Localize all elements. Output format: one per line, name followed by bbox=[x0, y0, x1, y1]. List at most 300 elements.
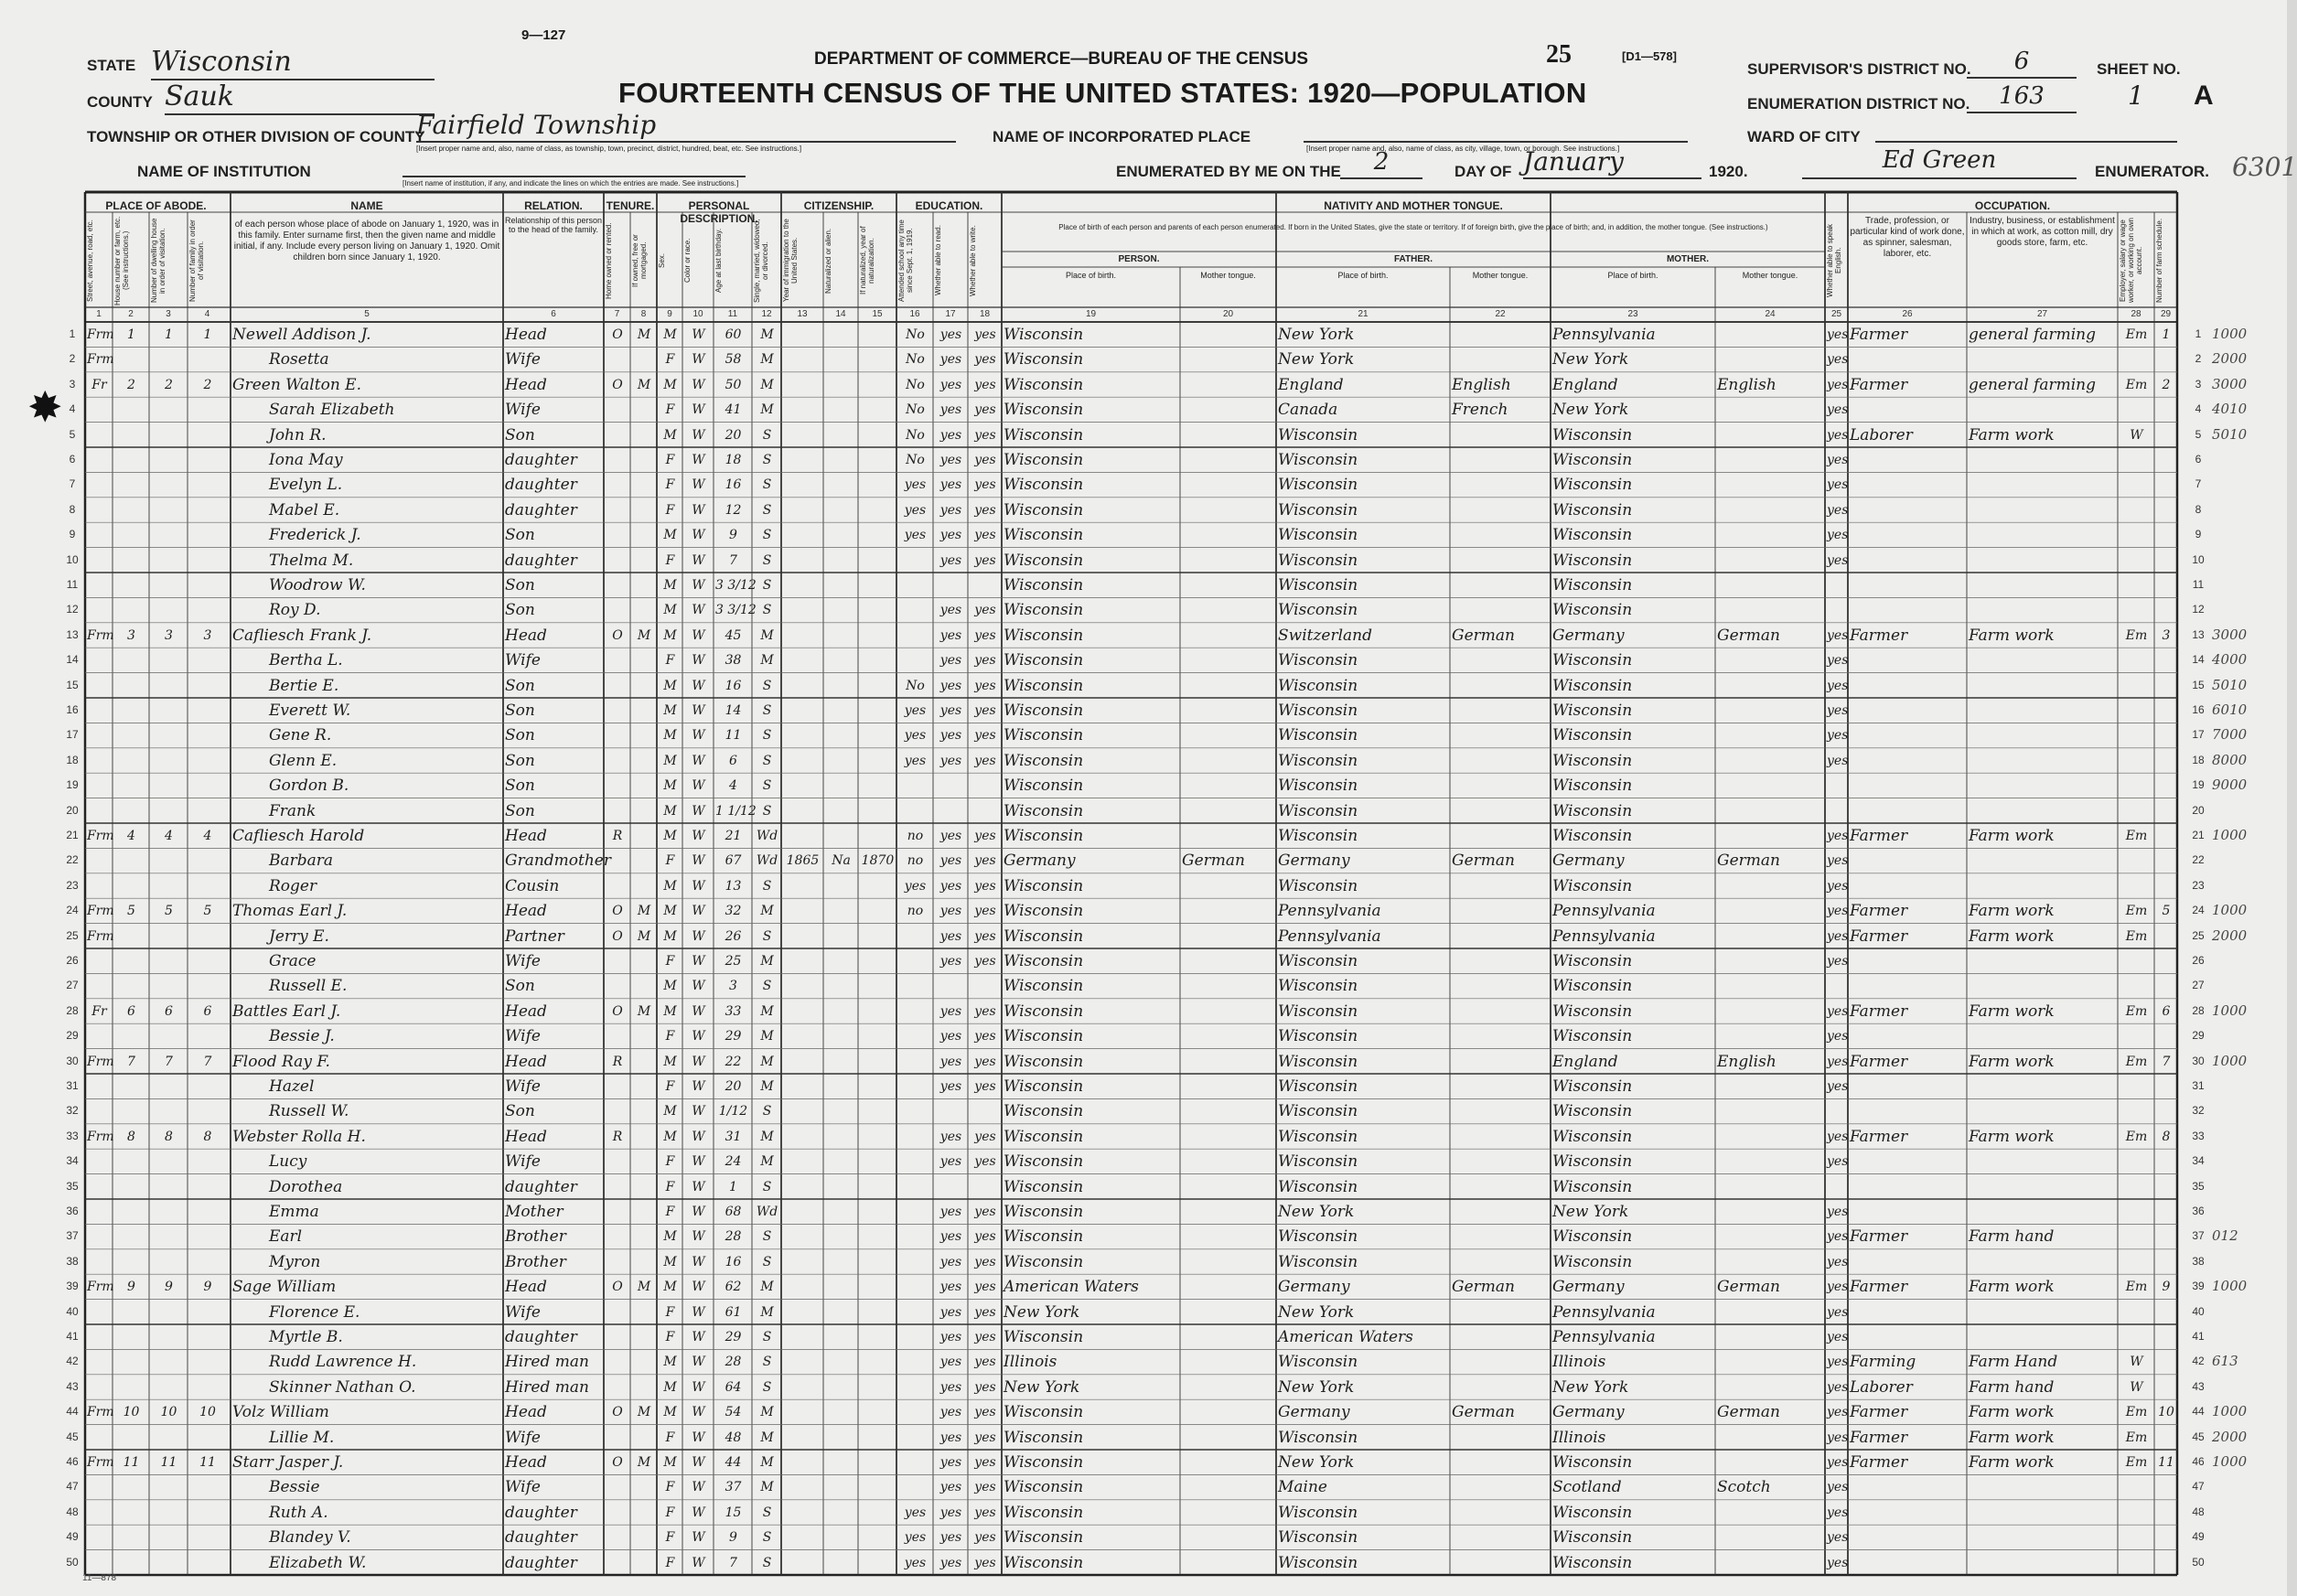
cell-fam: 8 bbox=[203, 1129, 212, 1144]
cell-write: yes bbox=[974, 1280, 996, 1295]
cell-write: yes bbox=[974, 1480, 996, 1495]
cell-sex: F bbox=[665, 1530, 675, 1546]
column-number: 13 bbox=[797, 309, 808, 319]
cell-fpob: Wisconsin bbox=[1278, 1127, 1358, 1146]
cell-write: yes bbox=[974, 829, 996, 843]
cell-rel: Wife bbox=[505, 1077, 541, 1096]
cell-write: yes bbox=[974, 603, 996, 618]
cell-race: W bbox=[692, 1104, 705, 1119]
cell-pob: Wisconsin bbox=[1004, 1002, 1084, 1021]
cell-sex: F bbox=[665, 1154, 675, 1170]
cell-street: Frm bbox=[87, 1405, 114, 1420]
cell-fpob: Wisconsin bbox=[1278, 827, 1358, 845]
cell-mtongue: Scotch bbox=[1717, 1478, 1771, 1497]
cell-rel: daughter bbox=[505, 551, 577, 570]
column-number: 3 bbox=[166, 309, 171, 319]
cell-name: Starr Jasper J. bbox=[232, 1453, 344, 1472]
row-number-left: 27 bbox=[66, 979, 79, 992]
cell-write: yes bbox=[974, 427, 996, 443]
cell-sex: M bbox=[663, 703, 677, 718]
cell-school: yes bbox=[904, 1505, 927, 1520]
row-number-left: 48 bbox=[66, 1505, 79, 1518]
cell-own: O bbox=[612, 904, 623, 919]
column-number: 27 bbox=[2036, 309, 2048, 319]
cell-pob: Wisconsin bbox=[1004, 1453, 1084, 1472]
cell-race: W bbox=[692, 327, 705, 342]
cell-fpob: New York bbox=[1278, 1203, 1355, 1221]
cell-industry: Farm work bbox=[1969, 1428, 2055, 1447]
cell-age: 21 bbox=[725, 829, 742, 843]
cell-pob: Wisconsin bbox=[1004, 1227, 1084, 1247]
cell-fam: 1 bbox=[203, 327, 212, 342]
cell-read: yes bbox=[939, 1029, 962, 1044]
cell-read: yes bbox=[939, 1555, 962, 1570]
cell-name: Blandey V. bbox=[269, 1528, 351, 1548]
row-number-right: 31 bbox=[2192, 1079, 2205, 1092]
cell-sex: F bbox=[665, 1555, 675, 1570]
cell-race: W bbox=[692, 1355, 705, 1370]
cell-sex: F bbox=[665, 1179, 675, 1194]
cell-fam: 11 bbox=[199, 1455, 216, 1470]
row-number-right: 14 bbox=[2192, 653, 2205, 667]
cell-race: W bbox=[692, 1455, 705, 1470]
row-number-left: 28 bbox=[66, 1003, 79, 1017]
cell-sex: F bbox=[665, 352, 675, 368]
enumerator-value: Ed Green bbox=[1802, 146, 2077, 179]
cell-mar: S bbox=[762, 778, 772, 794]
cell-fpob: Wisconsin bbox=[1278, 526, 1358, 545]
cell-mpob: Wisconsin bbox=[1552, 526, 1633, 545]
cell-name: Newell Addison J. bbox=[232, 326, 371, 344]
cell-read: yes bbox=[939, 327, 962, 342]
cell-mpob: Wisconsin bbox=[1552, 726, 1633, 745]
cell-pob: Wisconsin bbox=[1004, 500, 1084, 520]
cell-age: 3 3/12 bbox=[715, 578, 757, 593]
row-number-left: 44 bbox=[66, 1405, 79, 1419]
cell-race: W bbox=[692, 803, 705, 819]
cell-rel: Mother bbox=[505, 1203, 564, 1221]
cell-rel: daughter bbox=[505, 1177, 577, 1196]
row-number-right: 13 bbox=[2192, 627, 2205, 641]
cell-sex: M bbox=[663, 1455, 677, 1470]
cell-tongue: German bbox=[1182, 852, 1245, 871]
row-number-left: 40 bbox=[66, 1304, 79, 1318]
cell-age: 4 bbox=[729, 778, 737, 794]
margin-note: 4000 bbox=[2212, 651, 2248, 669]
row-number-left: 37 bbox=[66, 1229, 79, 1243]
cell-mar: S bbox=[762, 578, 772, 593]
cell-fpob: Wisconsin bbox=[1278, 751, 1358, 770]
column-header-15: If naturalized, year of naturalization. bbox=[859, 226, 875, 295]
cell-mpob: Wisconsin bbox=[1552, 777, 1633, 796]
group-nativity: NATIVITY AND MOTHER TONGUE. bbox=[1324, 199, 1503, 212]
margin-note: 9000 bbox=[2212, 777, 2248, 794]
cell-age: 11 bbox=[725, 728, 742, 744]
cell-street: Frm bbox=[87, 1129, 114, 1144]
cell-sex: M bbox=[663, 1129, 677, 1144]
cell-pob: Wisconsin bbox=[1004, 1428, 1084, 1447]
cell-mpob: Wisconsin bbox=[1552, 500, 1633, 520]
cell-name: Myrtle B. bbox=[269, 1328, 343, 1346]
cell-eng: yes bbox=[1827, 1430, 1849, 1445]
cell-mpob: Wisconsin bbox=[1552, 827, 1633, 845]
row-number-right: 50 bbox=[2192, 1555, 2205, 1569]
cell-fpob: Wisconsin bbox=[1278, 425, 1358, 445]
enumerated-month: January bbox=[1523, 146, 1701, 179]
cell-race: W bbox=[692, 1029, 705, 1044]
cell-mar: M bbox=[760, 1054, 774, 1069]
cell-read: yes bbox=[939, 377, 962, 392]
cell-age: 60 bbox=[725, 327, 742, 342]
cell-fam: 4 bbox=[203, 829, 212, 843]
cell-pob: New York bbox=[1004, 1302, 1080, 1322]
row-number-right: 17 bbox=[2192, 728, 2205, 742]
cell-name: Frank bbox=[269, 801, 317, 820]
row-number-left: 26 bbox=[66, 954, 79, 967]
cell-mort: M bbox=[637, 1455, 651, 1470]
cell-house: 2 bbox=[127, 377, 135, 392]
township-value: Fairfield Township bbox=[416, 110, 956, 143]
cell-sex: M bbox=[663, 803, 677, 819]
cell-race: W bbox=[692, 728, 705, 744]
cell-mort: M bbox=[637, 1003, 651, 1019]
cell-rel: Wife bbox=[505, 651, 541, 670]
cell-read: yes bbox=[939, 402, 962, 418]
cell-age: 50 bbox=[725, 377, 742, 392]
cell-sex: F bbox=[665, 1505, 675, 1520]
cell-fpob: Maine bbox=[1278, 1478, 1327, 1497]
column-header-1: Street, avenue, road, etc. bbox=[86, 220, 94, 302]
column-header-27: Industry, business, or establishment in which at work, as cotton mill, dry goods store, farm, etc. bbox=[1970, 216, 2115, 248]
column-number: 5 bbox=[364, 309, 370, 319]
cell-read: yes bbox=[939, 653, 962, 669]
cell-name: Battles Earl J. bbox=[232, 1002, 341, 1021]
cell-rel: Son bbox=[505, 702, 535, 720]
cell-eng: yes bbox=[1827, 1254, 1849, 1269]
cell-sex: M bbox=[663, 829, 677, 843]
cell-rel: Son bbox=[505, 751, 535, 770]
cell-fpob: New York bbox=[1278, 1377, 1355, 1397]
cell-sex: M bbox=[663, 627, 677, 643]
cell-fpob: Wisconsin bbox=[1278, 1177, 1358, 1196]
institution-note: [Insert name of institution, if any, and indicate the lines on which the entries are made. See instructions.] bbox=[403, 179, 739, 187]
cell-eng: yes bbox=[1827, 1505, 1849, 1520]
cell-name: Woodrow W. bbox=[269, 576, 366, 594]
cell-sex: F bbox=[665, 1029, 675, 1044]
cell-fpob: Wisconsin bbox=[1278, 702, 1358, 720]
cell-race: W bbox=[692, 678, 705, 693]
cell-school: yes bbox=[904, 1555, 927, 1570]
cell-rel: daughter bbox=[505, 476, 577, 495]
margin-note: 1000 bbox=[2212, 1278, 2248, 1295]
cell-age: 32 bbox=[725, 904, 742, 919]
cell-trade: Farmer bbox=[1850, 827, 1908, 845]
cell-write: yes bbox=[974, 954, 996, 969]
cell-mar: M bbox=[760, 1430, 774, 1445]
cell-industry: general farming bbox=[1969, 375, 2096, 394]
cell-write: yes bbox=[974, 627, 996, 643]
page-number: 25 bbox=[1546, 40, 1572, 69]
cell-race: W bbox=[692, 552, 705, 568]
cell-eng: yes bbox=[1827, 829, 1849, 843]
cell-name: Thelma M. bbox=[269, 551, 354, 570]
row-number-left: 45 bbox=[66, 1430, 79, 1443]
cell-mar: S bbox=[762, 703, 772, 718]
cell-mar: S bbox=[762, 1330, 772, 1344]
cell-read: yes bbox=[939, 1229, 962, 1245]
supervisor-value: 6 bbox=[1967, 48, 2077, 79]
margin-note: 1000 bbox=[2212, 827, 2248, 843]
cell-street: Frm bbox=[87, 1280, 114, 1295]
cell-pob: Wisconsin bbox=[1004, 1553, 1084, 1572]
cell-write: yes bbox=[974, 1505, 996, 1520]
supervisor-label: SUPERVISOR'S DISTRICT NO. bbox=[1747, 60, 1971, 78]
cell-pob: Wisconsin bbox=[1004, 1478, 1084, 1497]
row-number-left: 36 bbox=[66, 1205, 79, 1217]
cell-dwell: 2 bbox=[165, 377, 173, 392]
margin-note: 5010 bbox=[2212, 676, 2248, 693]
cell-pob: Wisconsin bbox=[1004, 601, 1084, 620]
cell-race: W bbox=[692, 1054, 705, 1069]
cell-age: 29 bbox=[725, 1330, 742, 1344]
cell-mar: M bbox=[760, 1455, 774, 1470]
star-mark-icon: ✸ bbox=[27, 384, 63, 431]
cell-rel: Brother bbox=[505, 1252, 566, 1271]
cell-write: yes bbox=[974, 653, 996, 669]
column-number: 14 bbox=[835, 309, 846, 319]
column-number: 9 bbox=[667, 309, 672, 319]
cell-sex: M bbox=[663, 377, 677, 392]
row-number-right: 4 bbox=[2195, 402, 2202, 416]
cell-ftongue: German bbox=[1452, 626, 1515, 645]
cell-school: No bbox=[906, 352, 925, 368]
cell-mpob: Pennsylvania bbox=[1552, 1328, 1656, 1346]
cell-eng: yes bbox=[1827, 453, 1849, 467]
cell-pob: Illinois bbox=[1004, 1353, 1057, 1372]
cell-rel: Son bbox=[505, 801, 535, 820]
cell-mpob: Wisconsin bbox=[1552, 425, 1633, 445]
cell-eng: yes bbox=[1827, 653, 1849, 669]
cell-school: yes bbox=[904, 502, 927, 518]
cell-sex: M bbox=[663, 327, 677, 342]
cell-school: no bbox=[907, 829, 924, 843]
margin-note: 1000 bbox=[2212, 1403, 2248, 1420]
cell-rel: Head bbox=[505, 626, 547, 645]
cell-mpob: Wisconsin bbox=[1552, 977, 1633, 996]
cell-school: No bbox=[906, 377, 925, 392]
row-number-right: 20 bbox=[2192, 803, 2205, 817]
row-number-right: 34 bbox=[2192, 1154, 2205, 1168]
row-number-left: 3 bbox=[69, 377, 76, 391]
column-header-4: Number of family in order of visitation. bbox=[188, 220, 205, 302]
cell-mort: M bbox=[637, 1405, 651, 1420]
margin-note: 1000 bbox=[2212, 1002, 2248, 1019]
cell-read: yes bbox=[939, 1205, 962, 1219]
cell-write: yes bbox=[974, 878, 996, 894]
cell-mar: M bbox=[760, 954, 774, 969]
cell-write: yes bbox=[974, 1355, 996, 1370]
cell-age: 25 bbox=[725, 954, 742, 969]
cell-write: yes bbox=[974, 352, 996, 368]
cell-mort: M bbox=[637, 928, 651, 944]
cell-name: Cafliesch Harold bbox=[232, 827, 365, 845]
row-number-right: 37 bbox=[2192, 1229, 2205, 1243]
cell-name: Bessie J. bbox=[269, 1027, 335, 1046]
cell-mort: M bbox=[637, 327, 651, 342]
cell-mpob: Germany bbox=[1552, 626, 1625, 645]
cell-age: 48 bbox=[725, 1430, 742, 1445]
row-number-right: 42 bbox=[2192, 1355, 2205, 1368]
cell-mar: S bbox=[762, 753, 772, 768]
cell-sex: F bbox=[665, 1480, 675, 1495]
cell-sex: M bbox=[663, 1104, 677, 1119]
row-number-right: 35 bbox=[2192, 1179, 2205, 1193]
cell-eng: yes bbox=[1827, 1003, 1849, 1019]
cell-pob: Wisconsin bbox=[1004, 1203, 1084, 1221]
cell-age: 31 bbox=[725, 1129, 742, 1144]
cell-eng: yes bbox=[1827, 402, 1849, 418]
cell-trade: Farmer bbox=[1850, 1403, 1908, 1422]
cell-mar: S bbox=[762, 728, 772, 744]
group-occupation: OCCUPATION. bbox=[1974, 199, 2051, 212]
cell-race: W bbox=[692, 1505, 705, 1520]
cell-sex: F bbox=[665, 1330, 675, 1344]
cell-read: yes bbox=[939, 1455, 962, 1470]
cell-emp: Em bbox=[2125, 1054, 2148, 1069]
cell-fpob: Wisconsin bbox=[1278, 1027, 1358, 1046]
cell-fpob: New York bbox=[1278, 350, 1355, 370]
cell-sex: M bbox=[663, 1229, 677, 1245]
cell-fpob: New York bbox=[1278, 326, 1355, 344]
enumeration-value: 163 bbox=[1967, 82, 2077, 113]
cell-mpob: Wisconsin bbox=[1552, 576, 1633, 594]
cell-emp: Em bbox=[2125, 1430, 2148, 1445]
cell-fpob: Wisconsin bbox=[1278, 977, 1358, 996]
cell-read: yes bbox=[939, 1330, 962, 1344]
cell-fpob: Wisconsin bbox=[1278, 952, 1358, 970]
cell-race: W bbox=[692, 528, 705, 543]
cell-sex: F bbox=[665, 1430, 675, 1445]
cell-write: yes bbox=[974, 904, 996, 919]
cell-age: 44 bbox=[725, 1455, 742, 1470]
cell-race: W bbox=[692, 1079, 705, 1094]
cell-mpob: Wisconsin bbox=[1552, 876, 1633, 895]
year-label: 1920. bbox=[1709, 163, 1748, 180]
cell-write: yes bbox=[974, 377, 996, 392]
cell-read: yes bbox=[939, 1405, 962, 1420]
cell-fpob: Wisconsin bbox=[1278, 451, 1358, 469]
cell-age: 37 bbox=[725, 1480, 742, 1495]
state-label: STATE bbox=[87, 57, 136, 74]
cell-mpob: Wisconsin bbox=[1552, 1152, 1633, 1172]
cell-mtongue: German bbox=[1717, 626, 1780, 645]
cell-mar: S bbox=[762, 928, 772, 944]
cell-name: Earl bbox=[269, 1227, 303, 1247]
column-number: 25 bbox=[1830, 309, 1842, 319]
cell-write: yes bbox=[974, 728, 996, 744]
cell-street: Frm bbox=[87, 829, 114, 843]
row-number-right: 11 bbox=[2192, 578, 2205, 591]
sheet-value: 1 bbox=[2128, 80, 2144, 111]
column-number: 18 bbox=[979, 309, 991, 319]
cell-eng: yes bbox=[1827, 904, 1849, 919]
cell-fpob: Wisconsin bbox=[1278, 876, 1358, 895]
margin-note: 1000 bbox=[2212, 1453, 2248, 1470]
row-number-right: 32 bbox=[2192, 1104, 2205, 1118]
cell-nat: Na bbox=[832, 853, 851, 869]
cell-race: W bbox=[692, 653, 705, 669]
cell-race: W bbox=[692, 1530, 705, 1546]
row-number-left: 2 bbox=[69, 352, 76, 366]
cell-rel: Hired man bbox=[505, 1377, 589, 1397]
column-header-25: Whether able to speak English. bbox=[1826, 223, 1842, 298]
cell-eng: yes bbox=[1827, 678, 1849, 693]
cell-write: yes bbox=[974, 1254, 996, 1269]
cell-industry: Farm hand bbox=[1969, 1227, 2055, 1247]
cell-mar: S bbox=[762, 603, 772, 618]
cell-trade: Farmer bbox=[1850, 1278, 1908, 1297]
cell-school: No bbox=[906, 453, 925, 467]
cell-trade: Farmer bbox=[1850, 1052, 1908, 1071]
cell-pob: Wisconsin bbox=[1004, 676, 1084, 695]
cell-mpob: Wisconsin bbox=[1552, 801, 1633, 820]
cell-rel: daughter bbox=[505, 500, 577, 520]
cell-race: W bbox=[692, 1405, 705, 1420]
cell-mar: M bbox=[760, 377, 774, 392]
cell-name: Iona May bbox=[269, 451, 343, 469]
cell-street: Fr bbox=[91, 377, 107, 392]
row-number-left: 33 bbox=[66, 1129, 79, 1142]
cell-name: Lucy bbox=[269, 1152, 307, 1172]
margin-note: 4010 bbox=[2212, 401, 2248, 418]
cell-eng: yes bbox=[1827, 1555, 1849, 1570]
row-number-left: 21 bbox=[66, 829, 79, 841]
cell-read: yes bbox=[939, 753, 962, 768]
row-number-right: 21 bbox=[2192, 829, 2205, 841]
cell-mar: M bbox=[760, 1079, 774, 1094]
column-number: 17 bbox=[945, 309, 956, 319]
cell-race: W bbox=[692, 954, 705, 969]
cell-pob: Wisconsin bbox=[1004, 1503, 1084, 1522]
cell-read: yes bbox=[939, 1154, 962, 1170]
cell-fpob: Wisconsin bbox=[1278, 1428, 1358, 1447]
cell-trade: Farmer bbox=[1850, 1428, 1908, 1447]
cell-pob: Wisconsin bbox=[1004, 1328, 1084, 1346]
cell-rel: Head bbox=[505, 375, 547, 394]
cell-own: O bbox=[612, 1003, 623, 1019]
row-number-right: 46 bbox=[2192, 1455, 2205, 1468]
cell-rel: daughter bbox=[505, 1503, 577, 1522]
cell-name: Bertie E. bbox=[269, 676, 339, 695]
cell-own: R bbox=[612, 1129, 623, 1144]
cell-mpob: Wisconsin bbox=[1552, 651, 1633, 670]
cell-rel: Son bbox=[505, 676, 535, 695]
cell-emp: Em bbox=[2125, 1003, 2148, 1019]
row-number-right: 47 bbox=[2192, 1480, 2205, 1494]
cell-pob: New York bbox=[1004, 1377, 1080, 1397]
cell-mpob: Wisconsin bbox=[1552, 702, 1633, 720]
row-number-right: 44 bbox=[2192, 1405, 2205, 1419]
census-title: FOURTEENTH CENSUS OF THE UNITED STATES: 1920—POPULATION bbox=[618, 77, 1587, 109]
row-number-left: 25 bbox=[66, 928, 79, 942]
cell-name: Russell W. bbox=[269, 1102, 349, 1121]
column-header-23: Place of birth. bbox=[1607, 271, 1658, 280]
cell-eng: yes bbox=[1827, 1330, 1849, 1344]
cell-fam: 9 bbox=[203, 1280, 212, 1295]
cell-age: 7 bbox=[729, 552, 737, 568]
cell-school: No bbox=[906, 327, 925, 342]
cell-farm: 9 bbox=[2162, 1280, 2171, 1295]
